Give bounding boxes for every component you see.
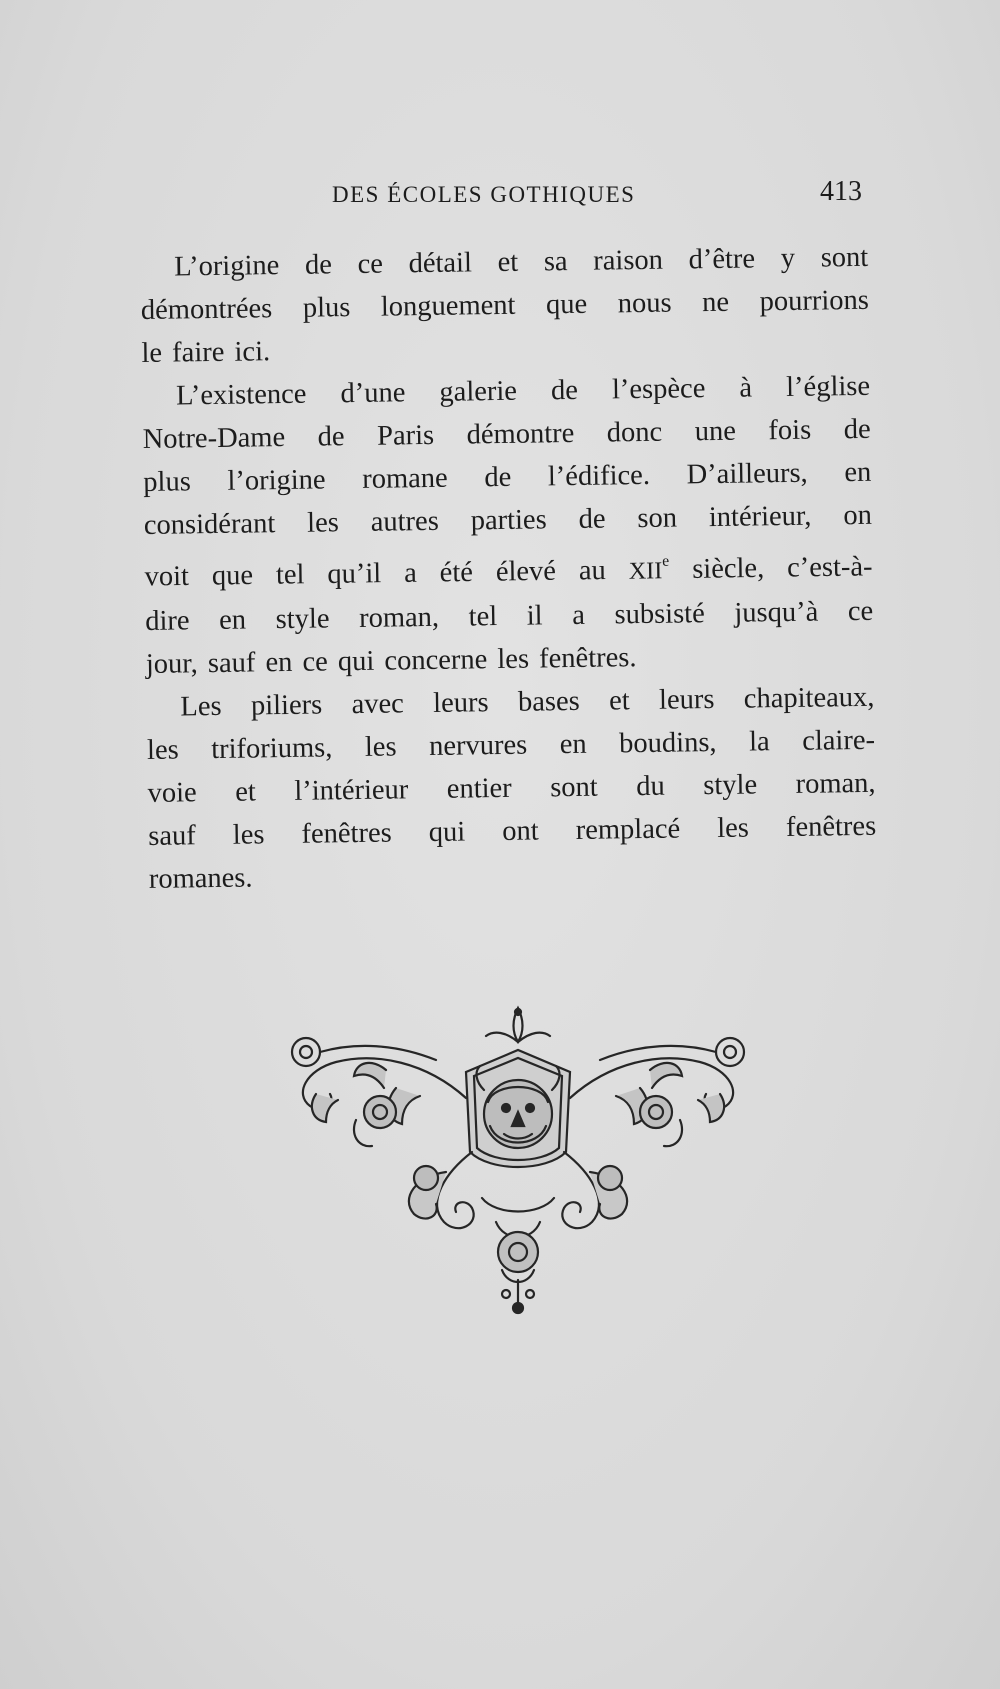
paragraph-1 bbox=[140, 236, 870, 375]
text-fragment: siècle, c’est-à- bbox=[669, 551, 873, 586]
text-line: sauf les fenêtres qui ont remplacé les fenêtres bbox=[148, 810, 877, 852]
text-fragment: voit que tel qu’il a été élevé au bbox=[144, 554, 629, 593]
century-superscript: e bbox=[662, 552, 670, 570]
text-line: Les piliers avec leurs bases et leurs chapiteaux, bbox=[180, 681, 875, 723]
text-line: jour, sauf en ce qui concerne les fenêtres. bbox=[145, 641, 637, 680]
text-line: les triforiums, les nervures en boudins, la claire- bbox=[146, 724, 876, 766]
text-line: Notre-Dame de Paris démontre donc une fois de bbox=[142, 413, 871, 455]
lion-mask-vignette-icon bbox=[276, 1002, 760, 1324]
text-line: voie et l’intérieur entier sont du style roman, bbox=[147, 767, 876, 809]
running-head bbox=[140, 176, 870, 216]
text-line: considérant les autres parties de son intérieur, on bbox=[143, 499, 873, 541]
text-line: romanes. bbox=[148, 862, 253, 895]
paragraph-3 bbox=[146, 675, 877, 900]
text-line-with-century bbox=[144, 537, 873, 600]
paragraph-2 bbox=[142, 365, 874, 686]
text-line: démontrées plus longuement que nous ne pourrions bbox=[140, 284, 870, 326]
text-line: plus l’origine romane de l’édifice. D’ailleurs, en bbox=[143, 456, 872, 498]
running-title: DES ÉCOLES GOTHIQUES bbox=[332, 182, 636, 207]
text-line: L’origine de ce détail et sa raison d’être y sont bbox=[174, 241, 869, 283]
text-line: dire en style roman, tel il a subsisté jusqu’à ce bbox=[145, 595, 874, 637]
century-numeral: XII bbox=[628, 557, 663, 585]
page-number: 413 bbox=[820, 176, 862, 207]
text-line: le faire ici. bbox=[141, 336, 271, 369]
body-text bbox=[140, 236, 877, 901]
text-line: L’existence d’une galerie de l’espèce à l’église bbox=[175, 370, 871, 412]
